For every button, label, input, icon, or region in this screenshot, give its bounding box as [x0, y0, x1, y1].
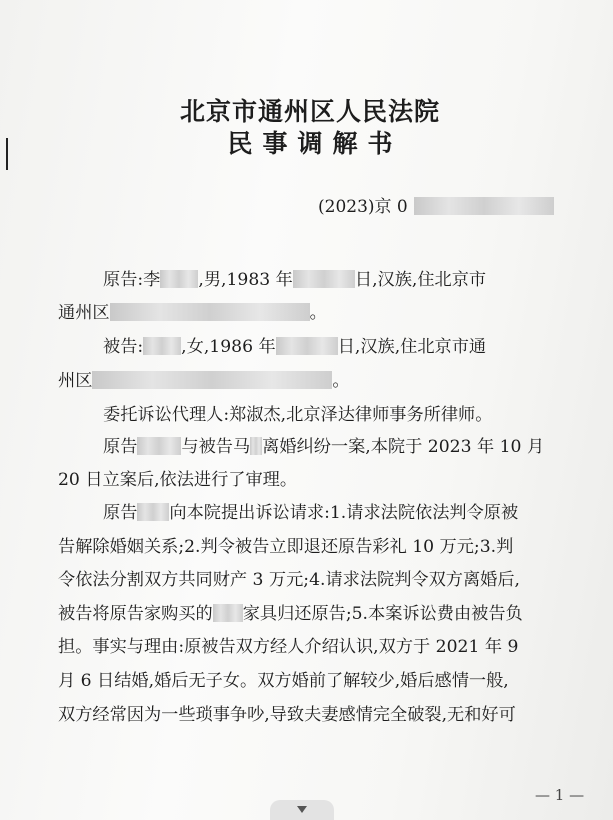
text-segment: 向本院提出诉讼请求:1.请求法院依法判令原被 — [169, 503, 519, 523]
case-intro-line — [103, 432, 544, 457]
text-segment: 。 — [309, 303, 327, 323]
redaction-mask — [414, 197, 554, 215]
claims-line — [58, 599, 523, 624]
plaintiff-address-line — [58, 298, 327, 323]
text-segment: 家具归还原告;5.本案诉讼费由被告负 — [242, 604, 523, 624]
text-segment: 与被告马 — [181, 437, 251, 457]
chevron-down-icon — [297, 806, 307, 813]
claims-intro-line — [103, 498, 518, 523]
facts-line: 担。事实与理由:原被告双方经人介绍认识,双方于 2021 年 9 — [58, 637, 519, 657]
facts-line: 双方经常因为一些琐事争吵,导致夫妻感情完全破裂,无和好可 — [58, 705, 516, 725]
redaction-mask — [143, 337, 181, 355]
court-name: 北京市通州区人民法院 — [179, 97, 440, 126]
page-number: — 1 — — [535, 786, 585, 804]
text-segment: 原告:李 — [103, 270, 161, 290]
redaction-mask — [213, 604, 243, 622]
text-segment: ,男,1983 年 — [198, 270, 293, 290]
redaction-mask — [110, 303, 310, 321]
text-segment: 被告: — [103, 337, 144, 357]
scroll-down-button[interactable] — [270, 800, 334, 820]
text-segment: 日,汉族,住北京市通 — [337, 337, 487, 357]
claims-line: 告解除婚姻关系;2.判令被告立即退还原告彩礼 10 万元;3.判 — [58, 537, 514, 557]
redaction-mask — [160, 270, 198, 288]
redaction-mask — [92, 371, 332, 389]
plaintiff-line — [103, 265, 486, 290]
defendant-address-line — [58, 366, 350, 391]
text-segment: 原告 — [103, 503, 138, 523]
document-title: 民事调解书 — [227, 129, 403, 158]
text-segment: 。 — [332, 371, 350, 391]
case-number-prefix: (2023)京 0 — [318, 197, 408, 217]
claims-line: 令依法分割双方共同财产 3 万元;4.请求法院判令双方离婚后, — [58, 570, 521, 590]
text-segment: 离婚纠纷一案,本院于 2023 年 10 月 — [262, 437, 545, 457]
binding-mark — [6, 138, 8, 170]
text-segment: 日,汉族,住北京市 — [354, 270, 487, 290]
redaction-mask — [137, 503, 169, 521]
text-segment: 州区 — [58, 371, 93, 391]
text-segment: ,女,1986 年 — [181, 337, 276, 357]
text-segment: 被告将原告家购买的 — [58, 604, 213, 624]
filing-line: 20 日立案后,依法进行了审理。 — [58, 470, 298, 490]
text-segment: 原告 — [103, 437, 138, 457]
redaction-mask — [250, 437, 262, 455]
facts-line: 月 6 日结婚,婚后无子女。双方婚前了解较少,婚后感情一般, — [58, 671, 509, 691]
redaction-mask — [137, 437, 181, 455]
case-number — [318, 192, 554, 217]
redaction-mask — [276, 337, 338, 355]
defendant-line — [103, 332, 486, 357]
text-segment: 通州区 — [58, 303, 110, 323]
redaction-mask — [293, 270, 355, 288]
agent-line: 委托诉讼代理人:郑淑杰,北京泽达律师事务所律师。 — [103, 405, 493, 425]
